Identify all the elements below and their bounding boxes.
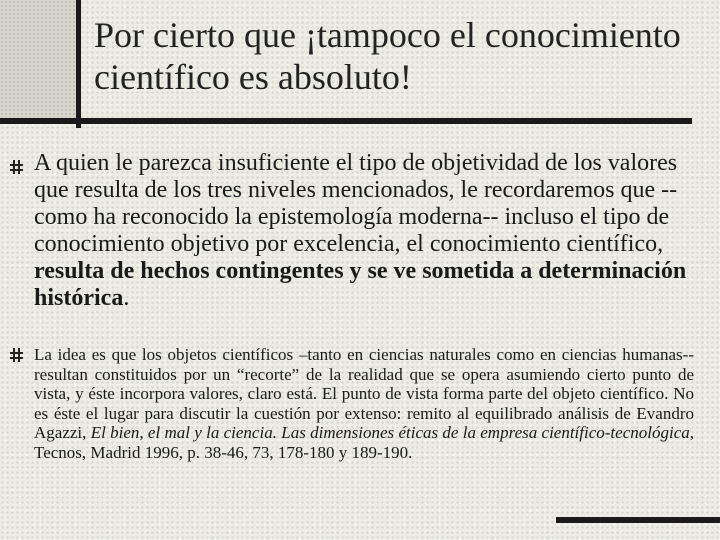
bullet-2-text: La idea es que los objetos científicos –tanto en ciencias naturales como en ciencias humanas-- resultan constituidos por un “recorte” de la realidad que se opera asumiendo cierto punto de vista, y éste incorpora valores, claro está. El punto de vista forma parte del objeto científico. No es éste el lugar para discutir la cuestión por extenso: remito al equilibrado análisis de Evandro Agazzi, bbox=[34, 345, 694, 442]
bullet-1-text: A quien le parezca insuficiente el tipo de objetividad de los valores que resulta de los tres niveles mencionados, le recordaremos que --como ha reconocido la epistemología moderna-- incluso el tipo de conocimiento objetivo por excelencia, el conocimiento científico, bbox=[34, 150, 678, 257]
vertical-rule bbox=[76, 0, 81, 128]
bullet-2-book-title: El bien, el mal y la ciencia. Las dimensiones éticas de la empresa científico-tecnológica bbox=[90, 423, 690, 442]
hash-bullet-icon bbox=[10, 160, 24, 174]
bullet-1-bold-text: resulta de hechos contingentes y se ve sometida a determinación histórica bbox=[34, 258, 687, 311]
hash-bullet-icon bbox=[10, 348, 24, 362]
bullet-paragraph-1 bbox=[34, 150, 694, 312]
bullet-2-end: , Tecnos, Madrid 1996, p. 38-46, 73, 178-180 y 189-190. bbox=[34, 423, 694, 462]
bullet-paragraph-2 bbox=[34, 345, 694, 462]
bottom-rule bbox=[556, 517, 720, 523]
bullet-1-end: . bbox=[123, 285, 130, 311]
left-decor-panel bbox=[0, 0, 80, 122]
slide-title: Por cierto que ¡tampoco el conocimiento científico es absoluto! bbox=[94, 15, 681, 97]
title-underline-rule bbox=[0, 118, 692, 124]
